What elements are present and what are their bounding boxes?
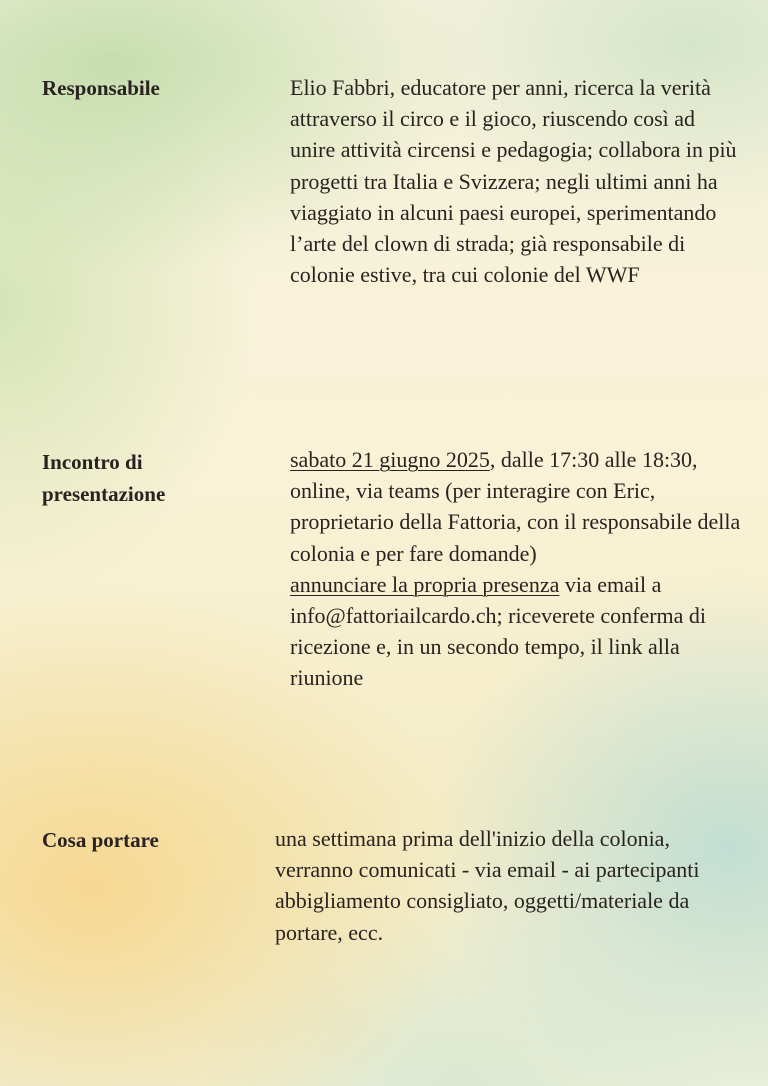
cosa-portare-description: una settimana prima dell'inizio della colonia, verranno comunicati - via email - ai partecipanti abbigliamento consigliato, oggetti/materiale da portare, ecc.	[275, 826, 700, 945]
meeting-details: , dalle 17:30 alle 18:30, online, via teams (per interagire con Eric, proprietario della Fattoria, con il responsabile della colonia e per fare domande)	[290, 447, 741, 566]
rsvp-link[interactable]: annunciare la propria presenza	[290, 571, 560, 597]
label-incontro-line1: Incontro di	[42, 450, 143, 474]
rsvp-details: via email a info@fattoriailcardo.ch; riceverete conferma di ricezione e, in un secondo tempo, il link alla riunione	[290, 571, 707, 691]
meeting-date-link[interactable]: sabato 21 giugno 2025	[290, 447, 490, 472]
label-cosa-portare: Cosa portare	[42, 828, 159, 852]
label-incontro-line2: presentazione	[42, 482, 166, 506]
responsabile-description: Elio Fabbri, educatore per anni, ricerca la verità attraverso il circo e il gioco, riuscendo così ad unire attività circensi e pedagogia; collabora in più progetti tra Italia e Svizzera; negli ultimi anni ha viaggiato in alcuni paesi europei, sperimentando l’arte del clown di strada; già responsabile di colonie estive, tra cui colonie del WWF	[290, 75, 737, 288]
label-responsabile: Responsabile	[42, 76, 160, 100]
label-incontro	[42, 446, 165, 510]
incontro-description	[290, 444, 742, 694]
